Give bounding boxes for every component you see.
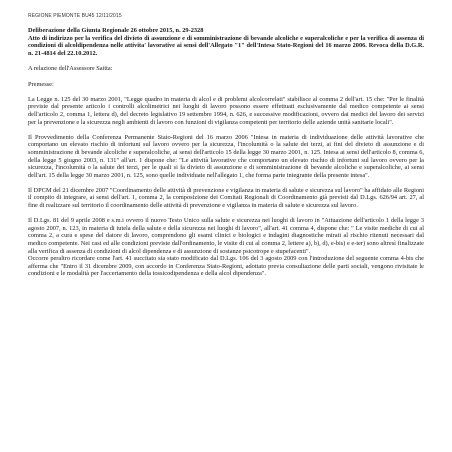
deliberation-title — [28, 27, 424, 57]
bulletin-header: REGIONE PIEMONTE BU45 12/11/2015 — [28, 13, 122, 19]
paragraph-dlgs-106: Occorre peraltro ricordare come l'art. 41 succitato sia stato modificato dal D.Lgs. 106 del 3 agosto 2009 con l'introduzione del seguente comma 4-bis che afferma che "Entro il 31 dicembre 2009, con accordo in Conferenza Stato-Regioni, adottato previa consultazione delle parti sociali, vengono rivisitate le condizioni e le modalità per l'accertamento della tossicodipendenza e della alcol dipendenza". — [28, 255, 424, 278]
paragraph-dlgs-81: Il D.Lgs. 81 del 9 aprile 2008 e s.m.i ovvero il nuovo Testo Unico sulla salute e sicurezza nei luoghi di lavoro in "Attuazione dell'articolo 1 della legge 3 agosto 2007, n. 123, in materia di tutela della salute e della sicurezza nei luoghi di lavoro", all'art. 41 comma 4, dispone che: " Le visite mediche di cui al comma 2, a cura e spese del datore di lavoro, comprendono gli esami clinici e biologici e indagini diagnostiche mirati al rischio ritenuti necessari dal medico competente. Nei casi ed alle condizioni previste dall'ordinamento, le visite di cui al comma 2, lettere a), b), d), e-bis) e e-ter) sono altresì finalizzate alla verifica di assenza di condizioni di alcol dipendenza e di assunzione di sostanze psicotrope e stupefacenti". — [28, 217, 424, 255]
paragraph-dpcm-2007: Il DPCM del 21 dicembre 2007 "Coordinamento delle attività di prevenzione e vigilanza in materia di salute e sicurezza sul lavoro" ha affidato alle Regioni il compito di integrare, ai sensi dell'art. 1, comma 2, la composizione dei Comitati Regionali di Coordinamento già previsti dal D.Lgs. 626/94 art. 27, al fine di realizzare sul territorio il coordinamento delle attività di prevenzione e vigilanza in materia di salute e sicurezza sul lavoro. — [28, 186, 424, 210]
document-page — [28, 0, 424, 452]
rapporteur-line: A relazione dell'Assessore Saitta: — [28, 65, 113, 73]
deliberation-subject: Atto di indirizzo per la verifica del divieto di assunzione e di somministrazione di bevande alcoliche e superalcoliche e per la verifica di assenza di condizioni di alcoldipendenza nelle attivita' lavorative ai sensi dell'Allegato "1" dell'Intesa Stato-Regioni del 16 marzo 2006. Revoca della D.G.R. n. 21-4814 del 22.10.2012. — [28, 34, 424, 57]
deliberation-heading: Deliberazione della Giunta Regionale 26 ottobre 2015, n. 29-2328 — [28, 27, 204, 34]
premises-label: Premesse: — [28, 80, 54, 88]
document-content — [28, 27, 424, 286]
paragraph-conference-2006: Il Provvedimento della Conferenza Permanente Stato-Regioni del 16 marzo 2006 "Intesa in materia di individuazione delle attività lavorative che comportano un elevato rischio di infortuni sul lavoro ovvero per la sicurezza, l'incolumità o la salute dei terzi, ai fini del divieto di assunzione e di somministrazione di bevande alcoliche e superalcoliche, ai sensi dell'articolo 15 della legge 30 marzo 2001, n. 125. Intesa ai sensi dell'articolo 8, comma 6, della legge 5 giugno 2003, n. 131" all'art. 1 dispone che: "Le attività lavorative che comportano un elevato rischio di infortuni sul lavoro ovvero per la sicurezza, l'incolumità o la salute dei terzi, per le quali si fa divieto di assunzione e di somministrazione di bevande alcoliche e superalcoliche, ai sensi dell'art. 15 della legge 30 marzo 2001, n. 125, sono quelle individuate nell'allegato 1, che forma parte integrante della presente intesa". — [28, 133, 424, 179]
paragraph-law-125: La Legge n. 125 del 30 marzo 2001, "Legge quadro in materia di alcol e di problemi alcolcorrelati" stabilisce al comma 2 dell'art. 15 che: "Per le finalità previste dal presente articolo i controlli alcolimetrici nei luoghi di lavoro possono essere effettuati esclusivamente dal medico competente ai sensi dell'articolo 2, comma 1, lettera d), del decreto legislativo 19 settembre 1994, n. 626, e successive modificazioni, ovvero dai medici del lavoro dei servizi per la prevenzione e la sicurezza negli ambienti di lavoro con funzioni di vigilanza competenti per territorio delle aziende unità sanitarie locali". — [28, 95, 424, 126]
